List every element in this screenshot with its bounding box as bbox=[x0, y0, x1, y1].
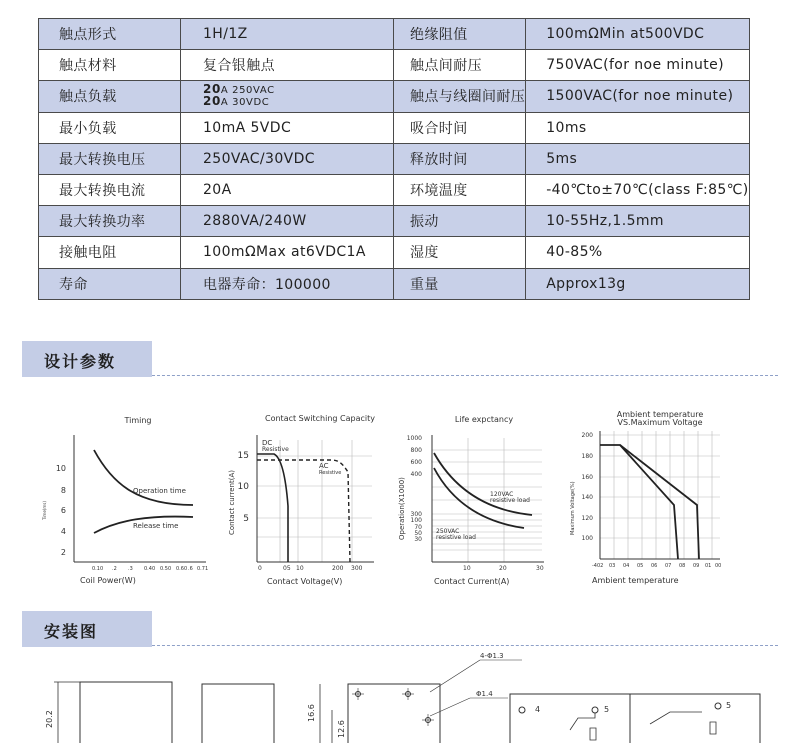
relay-side-view bbox=[202, 684, 274, 743]
spec-value: -40℃to±70℃(class F:85℃) bbox=[526, 174, 750, 205]
contact-load-line bbox=[203, 96, 393, 108]
pcb-layout-view bbox=[307, 652, 522, 743]
y-tick-label: 10 bbox=[237, 482, 249, 492]
spec-key: 触点材料 bbox=[39, 50, 181, 81]
hole-spec-label: 4-Φ1.3 bbox=[480, 652, 504, 660]
curve-label: Resistive bbox=[319, 470, 342, 476]
spec-table bbox=[38, 18, 750, 300]
y-tick-label: 180 bbox=[581, 453, 593, 460]
spec-key: 绝缘阻值 bbox=[394, 19, 526, 50]
y-axis-label: Contact current(A) bbox=[228, 470, 236, 535]
x-ticks bbox=[92, 566, 208, 572]
spec-value: 10ms bbox=[526, 112, 750, 143]
section-divider bbox=[152, 375, 778, 376]
y-tick-label: 140 bbox=[581, 494, 593, 501]
chart-title: Timing bbox=[124, 416, 152, 425]
section-installation bbox=[22, 611, 152, 647]
spec-value: 1H/1Z bbox=[181, 19, 394, 50]
x-axis-label: Coil Power(W) bbox=[80, 576, 136, 585]
y-tick-label: 120 bbox=[581, 515, 593, 522]
spec-key: 最大转换电压 bbox=[39, 143, 181, 174]
spec-key: 寿命 bbox=[39, 268, 181, 299]
dc-resistive-curve bbox=[257, 454, 288, 562]
series-label: Operation time bbox=[133, 487, 186, 495]
pin-label: 5 bbox=[604, 705, 610, 714]
contact-load-number: 20 bbox=[203, 82, 221, 97]
y-tick-label: 600 bbox=[410, 459, 422, 466]
y-tick-label: 15 bbox=[237, 451, 249, 461]
y-tick-label: 5 bbox=[243, 514, 249, 524]
spec-value: 750VAC(for noe minute) bbox=[526, 50, 750, 81]
y-tick-label: 1000 bbox=[406, 435, 422, 442]
y-ticks bbox=[582, 432, 594, 542]
phi-label: Φ1.4 bbox=[476, 690, 493, 698]
x-tick-label: .3 bbox=[128, 566, 133, 572]
spec-row bbox=[39, 237, 750, 268]
spec-row bbox=[39, 112, 750, 143]
y-ticks bbox=[407, 435, 422, 543]
spec-row bbox=[39, 81, 750, 112]
x-ticks bbox=[592, 563, 721, 569]
x-tick-label: 10 bbox=[463, 565, 471, 572]
y-tick-label: 800 bbox=[410, 447, 422, 454]
y-tick-label: 200 bbox=[581, 432, 593, 439]
spec-row bbox=[39, 206, 750, 237]
x-tick-label: 0 bbox=[258, 565, 262, 572]
curve-label: 120VAC bbox=[490, 491, 514, 498]
spec-row bbox=[39, 268, 750, 299]
curve-label: 250VAC bbox=[436, 528, 460, 535]
chart-grid bbox=[600, 431, 720, 559]
spec-key: 重量 bbox=[394, 268, 526, 299]
wiring-diagram-2 bbox=[630, 694, 760, 743]
y-tick-label: 70 bbox=[414, 524, 422, 531]
y-axis-label: Maximum Voltage(%) bbox=[570, 481, 576, 535]
dim-height-label: 20.2 bbox=[45, 710, 54, 728]
voltage-curve-1 bbox=[600, 445, 678, 559]
y-axis-label: Operation(X1000) bbox=[398, 477, 406, 540]
x-axis-label: Contact Current(A) bbox=[434, 577, 510, 586]
chart-title: Ambient temperature bbox=[616, 410, 704, 419]
y-tick-label: 6 bbox=[60, 506, 66, 515]
x-axis-label: Ambient temperature bbox=[592, 576, 679, 585]
spec-key: 触点间耐压 bbox=[394, 50, 526, 81]
ambient-temperature-chart bbox=[562, 405, 737, 590]
x-tick-label: 00 bbox=[715, 563, 722, 569]
section-design-title: 设计参数 bbox=[44, 352, 117, 371]
spec-key: 最小负载 bbox=[39, 112, 181, 143]
spec-key: 振动 bbox=[394, 206, 526, 237]
spec-value: 100mΩMin at500VDC bbox=[526, 19, 750, 50]
y-axis-label: Time(ms) bbox=[42, 501, 47, 520]
x-tick-label: 01 bbox=[705, 563, 712, 569]
spec-value: 40-85% bbox=[526, 237, 750, 268]
section-divider bbox=[152, 645, 778, 646]
x-ticks bbox=[258, 565, 363, 572]
switching-capacity-chart bbox=[222, 410, 387, 590]
spec-value: 复合银触点 bbox=[181, 50, 394, 81]
spec-value: 250VAC/30VDC bbox=[181, 143, 394, 174]
spec-key: 环境温度 bbox=[394, 174, 526, 205]
x-tick-label: 0.50 bbox=[160, 566, 172, 572]
spec-value: 5ms bbox=[526, 143, 750, 174]
x-tick-label: 07 bbox=[665, 563, 672, 569]
dim-depth-label: 16.6 bbox=[307, 704, 316, 722]
x-tick-label: 04 bbox=[623, 563, 630, 569]
spec-key: 触点负载 bbox=[39, 81, 181, 112]
y-tick-label: 4 bbox=[60, 527, 66, 536]
x-tick-label: 05 bbox=[283, 565, 291, 572]
curve-label: resistive load bbox=[490, 497, 530, 504]
x-tick-label: .2 bbox=[112, 566, 117, 572]
y-ticks bbox=[56, 464, 66, 557]
voltage-curve-2 bbox=[620, 445, 699, 559]
spec-row bbox=[39, 50, 750, 81]
y-tick-label: 50 bbox=[414, 530, 422, 537]
y-tick-label: 400 bbox=[410, 471, 422, 478]
spec-value: 100mΩMax at6VDC1A bbox=[181, 237, 394, 268]
spec-key: 接触电阻 bbox=[39, 237, 181, 268]
y-tick-label: 8 bbox=[60, 486, 66, 495]
contact-load-number: 20 bbox=[203, 94, 221, 109]
curve-label: Resistive bbox=[262, 446, 289, 453]
timing-chart bbox=[38, 410, 213, 590]
x-tick-label: 20 bbox=[499, 565, 507, 572]
spec-value: Approx13g bbox=[526, 268, 750, 299]
spec-row bbox=[39, 174, 750, 205]
y-tick-label: 100 bbox=[410, 517, 422, 524]
life-expectancy-chart bbox=[392, 410, 562, 590]
x-tick-label: 30 bbox=[536, 565, 544, 572]
x-tick-label: 06 bbox=[651, 563, 658, 569]
contact-load-line bbox=[203, 84, 393, 96]
spec-key: 吸合时间 bbox=[394, 112, 526, 143]
section-install-title: 安装图 bbox=[44, 622, 99, 641]
y-tick-label: 10 bbox=[55, 464, 66, 473]
spec-value: 10mA 5VDC bbox=[181, 112, 394, 143]
x-tick-label: 09 bbox=[693, 563, 700, 569]
x-tick-label: 08 bbox=[679, 563, 686, 569]
spec-value: 10-55Hz,1.5mm bbox=[526, 206, 750, 237]
x-tick-label: 0.40 bbox=[144, 566, 156, 572]
contact-load-text: A 250VAC bbox=[220, 85, 275, 97]
x-tick-label: 03 bbox=[609, 563, 616, 569]
mounting-drawing bbox=[30, 650, 790, 743]
wiring-diagram-1 bbox=[510, 694, 630, 743]
spec-key: 触点形式 bbox=[39, 19, 181, 50]
operation-time-curve bbox=[94, 450, 193, 505]
curve-label: resistive load bbox=[436, 534, 476, 541]
chart-title: Contact Switching Capacity bbox=[265, 414, 375, 423]
dim-pin-label: 12.6 bbox=[337, 720, 346, 738]
y-tick-label: 100 bbox=[581, 535, 593, 542]
x-tick-label: 0.10 bbox=[92, 566, 104, 572]
spec-value bbox=[181, 81, 394, 112]
spec-row bbox=[39, 143, 750, 174]
x-tick-label: .6 bbox=[188, 566, 193, 572]
spec-key: 最大转换功率 bbox=[39, 206, 181, 237]
x-ticks bbox=[463, 565, 544, 572]
spec-value: 20A bbox=[181, 174, 394, 205]
x-tick-label: 10 bbox=[296, 565, 304, 572]
x-tick-label: 05 bbox=[637, 563, 644, 569]
series-label: Release time bbox=[133, 522, 179, 530]
spec-key: 释放时间 bbox=[394, 143, 526, 174]
spec-value: 2880VA/240W bbox=[181, 206, 394, 237]
spec-key: 触点与线圈间耐压 bbox=[394, 81, 526, 112]
x-tick-label: 0.71 bbox=[197, 566, 209, 572]
section-design-params bbox=[22, 341, 152, 377]
x-tick-label: 0.60 bbox=[176, 566, 188, 572]
y-tick-label: 30 bbox=[414, 536, 422, 543]
y-tick-label: 300 bbox=[410, 511, 422, 518]
y-tick-label: 2 bbox=[60, 548, 66, 557]
chart-subtitle: VS.Maximum Voltage bbox=[617, 418, 703, 427]
spec-key: 最大转换电流 bbox=[39, 174, 181, 205]
y-tick-label: 160 bbox=[581, 474, 593, 481]
spec-key: 湿度 bbox=[394, 237, 526, 268]
curve-label: DC bbox=[262, 439, 273, 447]
spec-value: 1500VAC(for noe minute) bbox=[526, 81, 750, 112]
pin-label: 4 bbox=[535, 705, 541, 714]
chart-grid bbox=[257, 440, 372, 562]
pin-label: 5 bbox=[726, 701, 732, 710]
x-tick-label: -402 bbox=[592, 563, 604, 569]
chart-title: Life expctancy bbox=[454, 415, 514, 424]
contact-load-text: A 30VDC bbox=[220, 97, 270, 109]
spec-value: 电器寿命：100000 bbox=[181, 268, 394, 299]
x-axis-label: Contact Voltage(V) bbox=[267, 577, 343, 586]
x-tick-label: 200 bbox=[332, 565, 344, 572]
relay-front-view bbox=[45, 682, 172, 743]
x-tick-label: 300 bbox=[351, 565, 363, 572]
spec-row bbox=[39, 19, 750, 50]
curve-label: AC bbox=[319, 462, 329, 470]
